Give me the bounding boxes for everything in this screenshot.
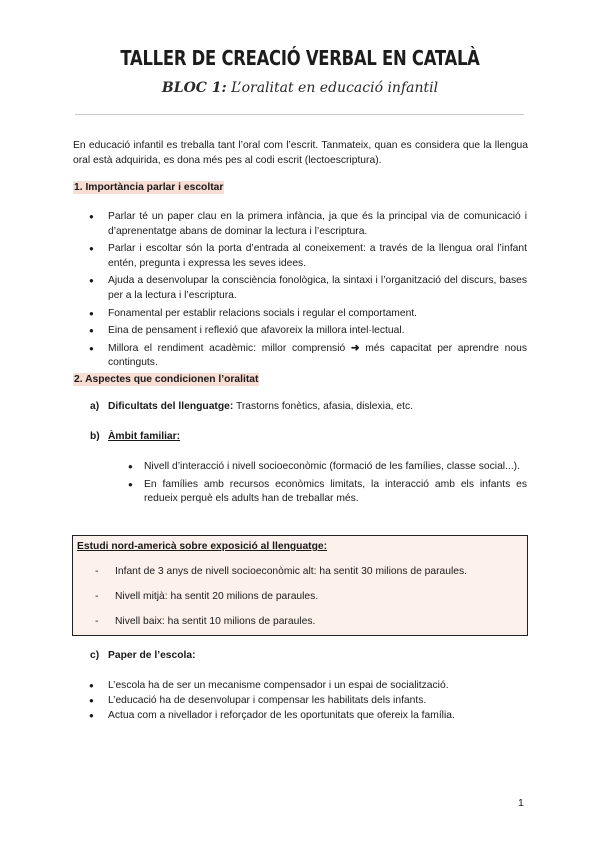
- section-1-heading: 1. Importància parlar i escoltar: [74, 182, 224, 193]
- bullet-text-a: Millora el rendiment acadèmic: millor comprensió: [108, 342, 346, 354]
- subsection-c-title: Paper de l’escola:: [108, 650, 196, 661]
- list-item: ● L’escola ha de ser un mecanisme compensador i un espai de socialització.: [89, 679, 527, 694]
- study-box-item: [95, 566, 467, 577]
- bloc-label: BLOC 1:: [161, 80, 227, 96]
- study-box-item-text: Nivell baix: ha sentit 10 milions de paraules.: [115, 616, 316, 627]
- subsection-c-list: [89, 679, 527, 727]
- subsection-b-label: b): [90, 431, 100, 442]
- arrow-right-icon: ➜: [350, 342, 360, 354]
- list-item: [89, 342, 527, 371]
- study-box-title: Estudi nord-americà sobre exposició al llenguatge:: [77, 541, 328, 552]
- list-item: ● Fonamental per establir relacions socials i regular el comportament.: [89, 307, 527, 322]
- list-item: ● Eina de pensament i reflexió que afavoreix la millora intel·lectual.: [89, 324, 527, 339]
- dash-bullet: -: [95, 566, 99, 577]
- bullet-text-b: més capacitat per aprendre nous continguts.: [108, 342, 527, 369]
- study-box-item: [95, 591, 318, 602]
- subsection-b-title: Àmbit familiar:: [108, 431, 181, 442]
- dash-bullet: -: [95, 591, 99, 602]
- subsection-a-label: a): [90, 401, 100, 412]
- subsection-a: [90, 401, 413, 412]
- list-item: ● Parlar i escoltar són la porta d’entrada al coneixement: a través de la llengua oral l’infant entén, pregunta i expressa les seves idees.: [89, 242, 527, 271]
- title-divider: [75, 114, 524, 115]
- list-item: ● Parlar té un paper clau en la primera infància, ja que és la principal via de comunicació i d’aprenentatge abans de dominar la lectura i l’escriptura.: [89, 210, 527, 239]
- intro-paragraph: En educació infantil es treballa tant l’oral com l’escrit. Tanmateix, quan es considera que la llengua oral està adquirida, es dona més pes al codi escrit (lectoescriptura).: [73, 140, 528, 166]
- page-subtitle: [0, 80, 600, 96]
- subsection-c-label: c): [90, 650, 100, 661]
- subsection-b-list: [128, 460, 527, 510]
- section-1-list: [89, 210, 527, 374]
- subsection-a-title: Dificultats del llenguatge:: [108, 401, 234, 412]
- page-number: 1: [518, 797, 524, 809]
- page-title: TALLER DE CREACIÓ VERBAL EN CATALÀ: [120, 46, 480, 70]
- study-box-item-text: Nivell mitjà: ha sentit 20 milions de paraules.: [115, 591, 319, 602]
- section-2-heading: 2. Aspectes que condicionen l’oralitat: [74, 374, 259, 385]
- subsection-c: [90, 650, 196, 661]
- study-box-item-text: Infant de 3 anys de nivell socioeconòmic alt: ha sentit 30 milions de paraules.: [115, 566, 468, 577]
- study-box: [72, 535, 528, 636]
- list-item: ● L’educació ha de desenvolupar i compensar les habilitats dels infants.: [89, 694, 527, 709]
- dash-bullet: -: [95, 616, 99, 627]
- list-item: ● Ajuda a desenvolupar la consciència fonològica, la sintaxi i l’organització del discurs, bases per a la lectura i l’escriptura.: [89, 274, 527, 303]
- list-item: ● Actua com a nivellador i reforçador de les oportunitats que ofereix la família.: [89, 709, 527, 724]
- list-item: ● Nivell d’interacció i nivell socioeconòmic (formació de les famílies, classe social...).: [128, 460, 527, 475]
- subsection-b: [90, 431, 180, 442]
- list-item: ● En famílies amb recursos econòmics limitats, la interacció amb els infants es redueix perquè els adults han de treballar més.: [128, 478, 527, 507]
- subsection-a-text: Trastorns fonètics, afasia, dislexia, etc.: [233, 401, 413, 412]
- study-box-item: [95, 616, 315, 627]
- bloc-text: L’oralitat en educació infantil: [226, 80, 439, 96]
